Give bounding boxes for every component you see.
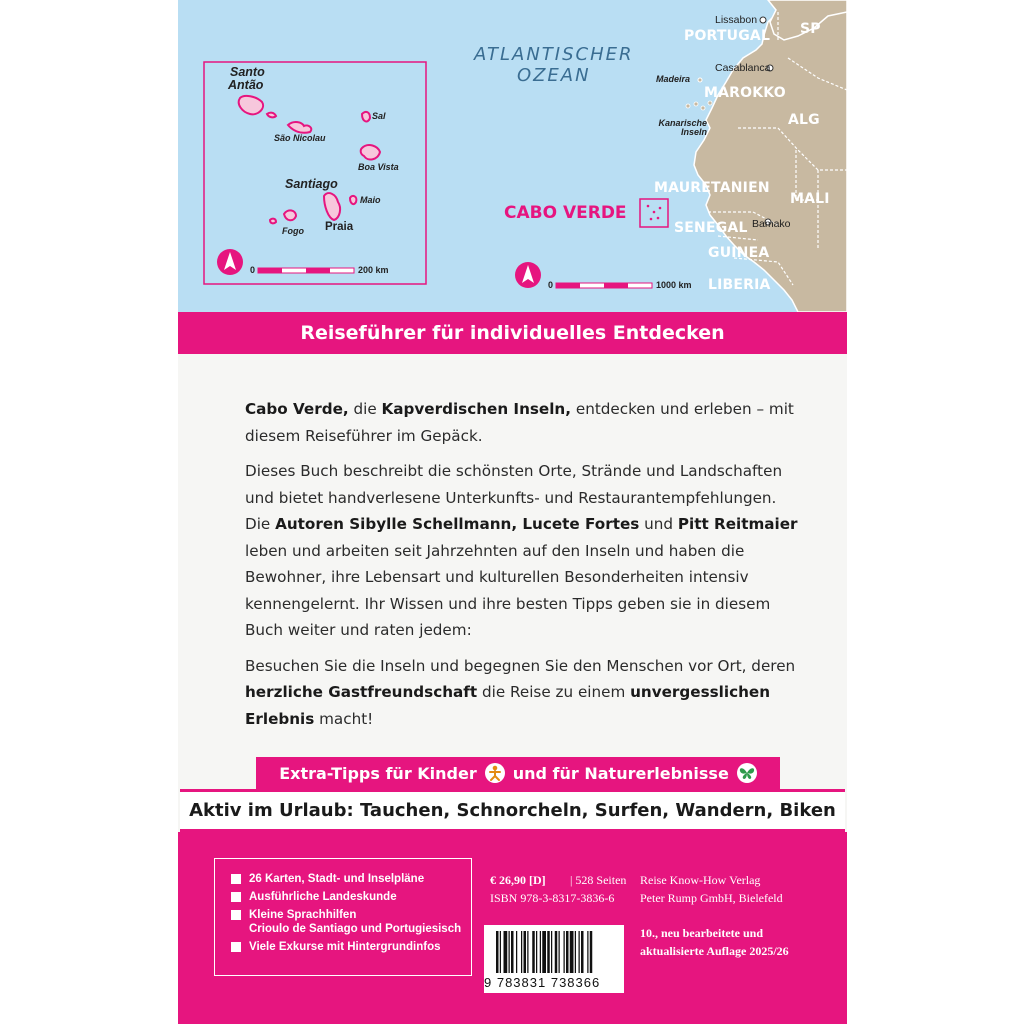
- label-maio: Maio: [360, 195, 381, 205]
- feature-item: Viele Exkurse mit Hintergrundinfos: [231, 940, 471, 954]
- edition: 10., neu bearbeitete und aktualisierte Auflage 2025/26: [640, 926, 789, 958]
- barcode: [484, 925, 624, 993]
- scale-inset-start: 0: [250, 265, 256, 275]
- scale-inset-end: 200 km: [358, 265, 389, 275]
- extra-tipps-bar: [256, 757, 780, 789]
- barcode-bar: [590, 931, 593, 973]
- barcode-bar: [579, 931, 580, 973]
- blurb-paragraph-2: Dieses Buch beschreibt die schönsten Orte, Strände und Landschaften und bietet handverlesene Unterkunfts- und Restaurantempfehlungen. Die Autoren Sibylle Schellmann, Lucete Fortes und Pitt Reitmaier leben und arbeiten seit Jahrzehnten auf den Inseln und haben die Bewohner, ihre Lebensart und kulturellen Besonderheiten intensiv kennengelernt. Ihr Wissen und ihre besten Tipps geben sie in diesem Buch weiter und raten jedem:: [245, 462, 798, 639]
- scale-bar-main: [556, 283, 652, 288]
- barcode-bar: [575, 931, 576, 973]
- label-casablanca: Casablanca: [715, 62, 771, 74]
- madeira-dot: [698, 78, 702, 82]
- title-band: Reiseführer für individuelles Entdecken: [178, 312, 847, 354]
- barcode-bar: [496, 931, 499, 973]
- label-guinea: GUINEA: [708, 245, 770, 261]
- price: € 26,90 [D]: [490, 873, 546, 887]
- barcode-bar: [542, 931, 546, 973]
- label-liberia: LIBERIA: [708, 277, 771, 293]
- checkbox-icon: [231, 874, 241, 884]
- barcode-bar: [524, 931, 527, 973]
- isbn: ISBN 978-3-8317-3836-6: [490, 891, 615, 905]
- checkbox-icon: [231, 892, 241, 902]
- barcode-bar: [509, 931, 510, 973]
- label-mauretanien: MAURETANIEN: [654, 180, 770, 196]
- ocean-label: ATLANTISCHER OZEAN: [474, 44, 634, 86]
- blurb-text: [245, 396, 800, 741]
- barcode-bar: [532, 931, 535, 973]
- label-santiago: Santiago: [285, 177, 338, 191]
- book-back-cover: [178, 0, 847, 1024]
- barcode-bar: [547, 931, 550, 973]
- label-santo-antao: Santo Antão: [228, 65, 265, 92]
- scale-bar-inset: [258, 268, 354, 273]
- child-icon: [485, 763, 505, 783]
- scale-main-end: 1000 km: [656, 280, 692, 290]
- cabo-verde-label: CABO VERDE: [504, 203, 627, 223]
- blurb-paragraph-3: Besuchen Sie die Inseln und begegnen Sie den Menschen vor Ort, deren herzliche Gastfreundschaft die Reise zu einem unvergesslichen Erlebnis macht!: [245, 656, 796, 728]
- inset-frame: [204, 62, 426, 284]
- map: [178, 0, 847, 312]
- label-bamako: Bamako: [752, 218, 791, 230]
- blurb-paragraph-1: Cabo Verde, die Kapverdischen Inseln, entdecken und erleben – mit diesem Reiseführer im Gepäck.: [245, 400, 794, 445]
- feature-item: 26 Karten, Stadt- und Inselpläne: [231, 872, 471, 886]
- inset-islands: [239, 96, 380, 223]
- checkbox-icon: [231, 942, 241, 952]
- barcode-bar: [566, 931, 569, 973]
- butterfly-icon: [737, 763, 757, 783]
- label-sal: Sal: [372, 111, 386, 121]
- label-alg: ALG: [788, 112, 820, 128]
- label-senegal: SENEGAL: [674, 220, 748, 236]
- publisher: Reise Know-How Verlag Peter Rump GmbH, Bielefeld: [640, 873, 783, 905]
- barcode-bar: [511, 931, 514, 973]
- label-sp: SP: [800, 21, 821, 37]
- north-arrow-inset: [217, 249, 243, 275]
- barcode-bar: [504, 931, 508, 973]
- barcode-bar: [587, 931, 588, 973]
- barcode-number: 9 783831 738366: [484, 975, 601, 990]
- barcode-bar: [551, 931, 552, 973]
- checkbox-icon: [231, 910, 241, 920]
- barcode-bar: [555, 931, 558, 973]
- label-kanarische-inseln: Kanarische Inseln: [658, 118, 708, 137]
- bottom-info-area: [178, 832, 847, 1024]
- page-count: | 528 Seiten: [570, 873, 627, 887]
- tipps-kinder-text: Extra-Tipps für Kinder: [279, 763, 477, 783]
- label-lissabon: Lissabon: [715, 14, 758, 26]
- barcode-bar: [500, 931, 501, 973]
- label-boa-vista: Boa Vista: [358, 162, 399, 172]
- tipps-natur-text: und für Naturerlebnisse: [512, 763, 729, 783]
- label-fogo: Fogo: [282, 226, 304, 236]
- barcode-bar: [564, 931, 565, 973]
- label-marokko: MAROKKO: [704, 85, 786, 101]
- feature-item: Ausführliche Landeskunde: [231, 890, 471, 904]
- scale-main-start: 0: [548, 280, 554, 290]
- barcode-bar: [540, 931, 541, 973]
- label-sao-nicolau: São Nicolau: [274, 133, 326, 143]
- land-mass: [694, 0, 847, 312]
- feature-item: Kleine Sprachhilfen Crioulo de Santiago und Portugiesisch: [231, 908, 471, 936]
- barcode-bar: [527, 931, 528, 973]
- label-madeira: Madeira: [656, 74, 691, 84]
- barcode-bar: [536, 931, 537, 973]
- barcode-bar: [581, 931, 584, 973]
- north-arrow-main: [515, 262, 541, 288]
- label-mali: MALI: [790, 191, 830, 207]
- label-portugal: PORTUGAL: [684, 28, 771, 44]
- label-praia: Praia: [325, 221, 354, 233]
- barcode-bar: [521, 931, 522, 973]
- canary-islands: [686, 101, 712, 110]
- aktiv-im-urlaub-bar: Aktiv im Urlaub: Tauchen, Schnorcheln, Surfen, Wandern, Biken: [180, 789, 845, 832]
- features-box: [214, 858, 472, 976]
- barcode-bar: [570, 931, 574, 973]
- barcode-bar: [559, 931, 560, 973]
- barcode-bar: [516, 931, 517, 973]
- lissabon-dot: [760, 17, 766, 23]
